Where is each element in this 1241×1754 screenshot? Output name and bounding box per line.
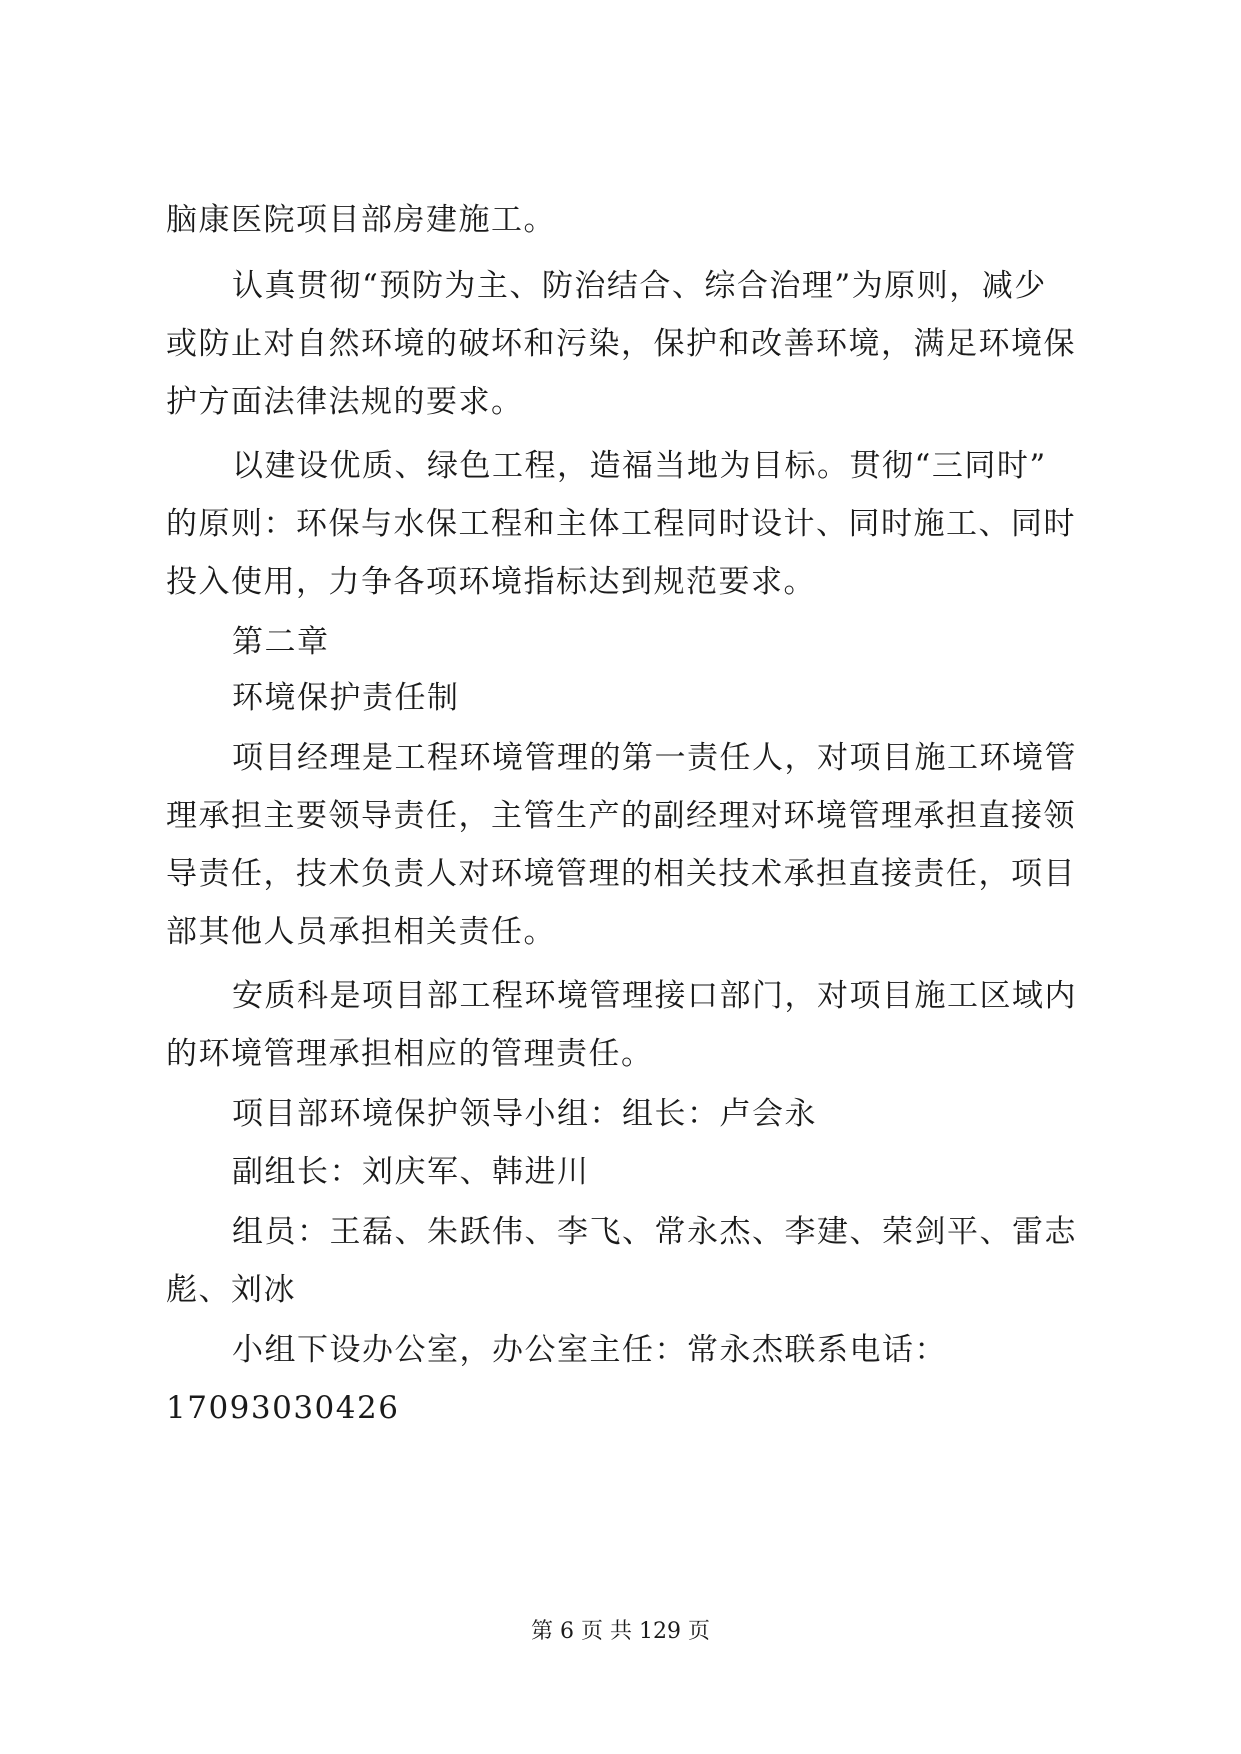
- paragraph-line: 副组长：刘庆军、韩进川: [232, 1154, 590, 1190]
- paragraph-line: 安质科是项目部工程环境管理接口部门，对项目施工区域内: [232, 978, 1077, 1014]
- chapter-heading: 第二章: [232, 624, 330, 660]
- section-heading: 环境保护责任制: [232, 680, 460, 716]
- paragraph-line: 的原则：环保与水保工程和主体工程同时设计、同时施工、同时: [166, 506, 1076, 542]
- paragraph-line: 项目经理是工程环境管理的第一责任人，对项目施工环境管: [232, 740, 1077, 776]
- paragraph-line: 彪、刘冰: [166, 1272, 296, 1308]
- paragraph-line: 以建设优质、绿色工程，造福当地为目标。贯彻“三同时”: [232, 448, 1047, 484]
- paragraph-line: 导责任，技术负责人对环境管理的相关技术承担直接责任，项目: [166, 856, 1076, 892]
- phone-number: 17093030426: [166, 1390, 400, 1426]
- paragraph-line: 或防止对自然环境的破坏和污染，保护和改善环境，满足环境保: [166, 326, 1076, 362]
- page-footer: 第 6 页 共 129 页: [531, 1619, 710, 1644]
- paragraph-line: 护方面法律法规的要求。: [166, 384, 524, 420]
- paragraph-line: 投入使用，力争各项环境指标达到规范要求。: [166, 564, 816, 600]
- paragraph-line: 的环境管理承担相应的管理责任。: [166, 1036, 654, 1072]
- paragraph-line: 小组下设办公室，办公室主任：常永杰联系电话：: [232, 1332, 947, 1368]
- paragraph-line: 脑康医院项目部房建施工。: [166, 202, 556, 238]
- paragraph-line: 理承担主要领导责任，主管生产的副经理对环境管理承担直接领: [166, 798, 1076, 834]
- paragraph-line: 项目部环境保护领导小组：组长：卢会永: [232, 1096, 817, 1132]
- paragraph-line: 组员：王磊、朱跃伟、李飞、常永杰、李建、荣剑平、雷志: [232, 1214, 1077, 1250]
- paragraph-line: 认真贯彻“预防为主、防治结合、综合治理”为原则，减少: [232, 268, 1047, 304]
- paragraph-line: 部其他人员承担相关责任。: [166, 914, 556, 950]
